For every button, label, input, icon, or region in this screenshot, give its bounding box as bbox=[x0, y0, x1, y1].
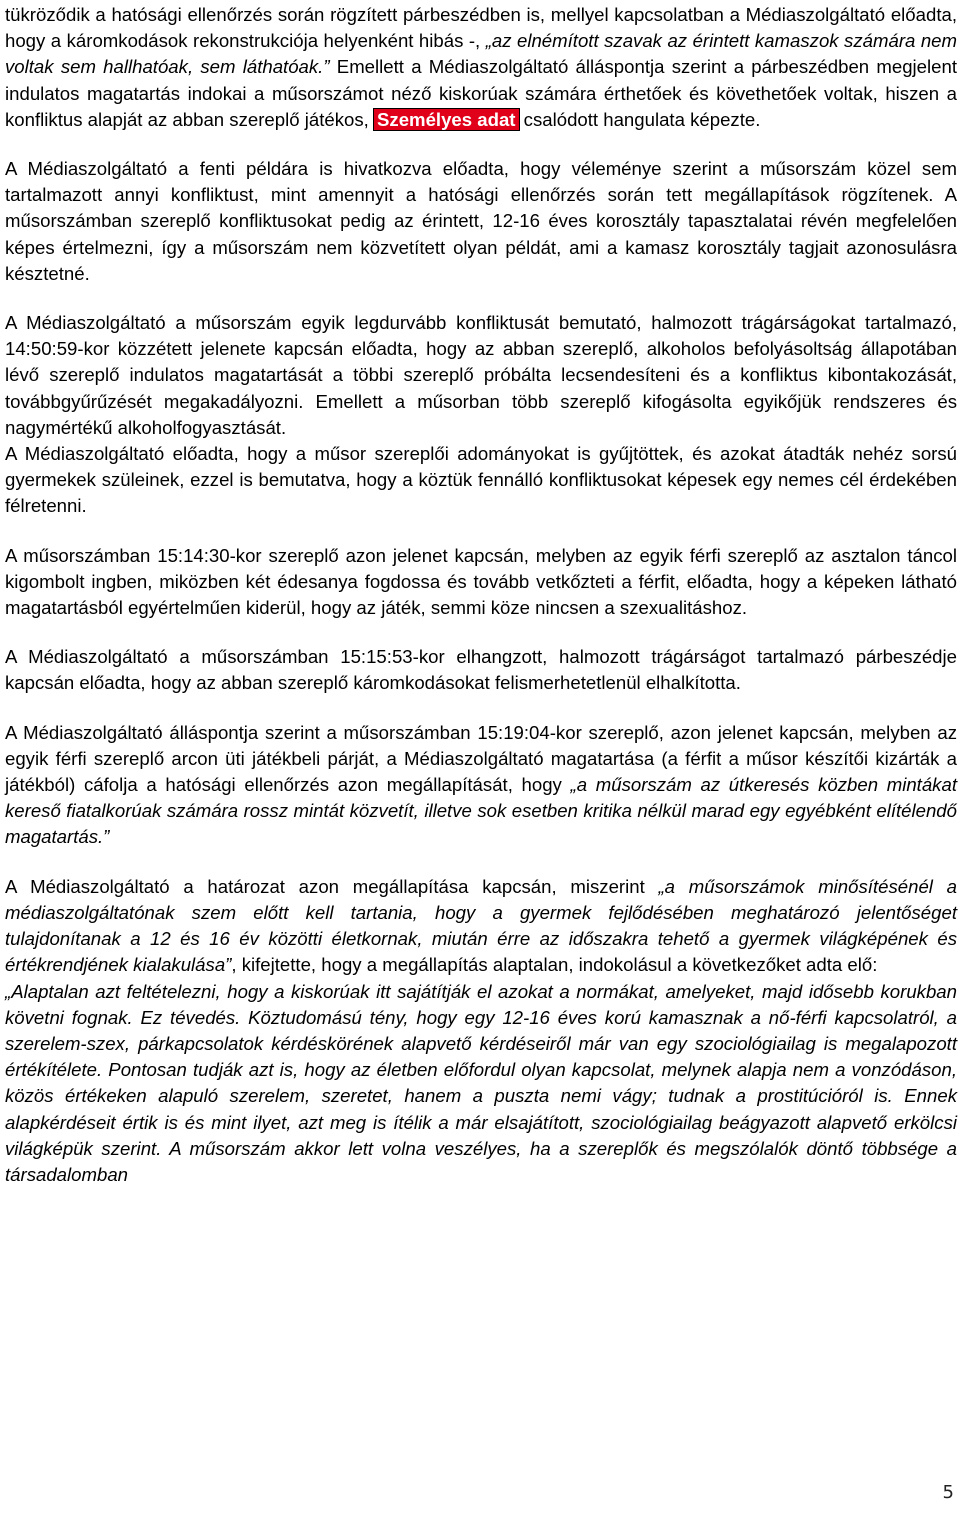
italic-quote: „Alaptalan azt feltételezni, hogy a kiskorúak itt sajátítják el azokat a normákat, amelyeket, majd idősebb korukban követni fognak. Ez tévedés. bbox=[5, 980, 957, 1028]
text-run: A Médiaszolgáltató a műsorszám egyik legdurvább konfliktusát bemutató, halmozott trágárságokat tartalmazó, 14:50:59-kor közzétett jelenete kapcsán előadta, hogy az abban szereplő, alkoholos befolyásoltság állapotában lévő szereplő indulatos magatartását a többi szereplő próbálta lecsendesíteni és a konfliktus kibontakozását, továbbgyűrűzését megakadályozni. Emellett a műsorban több szereplő kifogásolta egyikőjük rendszeres és nagymértékű alkoholfogyasztását. bbox=[5, 312, 957, 438]
text-run: tükröződik a hatósági ellenőrzés során rögzített párbeszédben is, mellyel kapcsolatban a Médiaszolgáltató előadta, hogy a káromkodások rekonstrukciója helyenként hibás -, bbox=[5, 4, 957, 52]
italic-quote: Köztudomású tény, hogy egy 12-16 éves korú kamasznak a nő-férfi kapcsolatról, a szerelem-szex, párkapcsolatok kérdéskörének alapvető kérdéseiről már van egy szociológiailag is megalapozott értékítélete. Pontosan tudják azt is, hogy az életben előfordul olyan kapcsolat, melynek alapja nem a vonzódáson, közös értékeken alapuló szerelem, szeretet, hanem a puszta nemi vágy; tudnak a prostitúcióról is. Ennek alapkérdéseit értik is és mint ilyet, azt meg is ítélik a már elsajátított, szociológiailag beágyazott alapvető erkölcsi világképük szerint. A műsorszám akkor lett volna veszélyes, ha a szereplők és megszólalók döntő többsége a társadalomban bbox=[5, 1006, 957, 1185]
text-run: Emellett a Médiaszolgáltató álláspontja szerint a párbeszédben megjelent indulatos magatartás indokai a műsorszámot néző kiskorúak számára érthetőek és követhetőek voltak, hiszen a konfliktus alapját az abban szereplő játékos, bbox=[5, 56, 957, 130]
paragraph-5 bbox=[5, 543, 957, 622]
text-run: A Médiaszolgáltató a műsorszámban 15:15:53-kor elhangzott, halmozott trágárságot tartalmazó párbeszédje kapcsán előadta, hogy az abban szereplő káromkodásokat felismerhetetlenül elhalkította. bbox=[5, 646, 957, 694]
text-run: A műsorszámban 15:14:30-kor szereplő azon jelenet kapcsán, melyben az egyik férfi szereplő az asztalon táncol kigombolt ingben, miközben két édesanya fogdossa és tovább vetkőzteti a férfit, előadta, hogy a képeken látható magatartásból egyértelműen kiderül, hogy az játék, semmi köze nincsen a szexualitáshoz. bbox=[5, 544, 957, 619]
text-run: A Médiaszolgáltató a határozat azon megállapítása kapcsán, miszerint bbox=[5, 875, 659, 897]
paragraph-1 bbox=[5, 2, 957, 133]
paragraph-2 bbox=[5, 156, 957, 287]
paragraph-9 bbox=[5, 979, 957, 1189]
italic-quote: „az elnémított szavak az érintett kamaszok számára nem voltak sem hallhatóak, sem láthatóak.” bbox=[5, 30, 958, 78]
italic-quote: „a műsorszámok minősítésénél a médiaszolgáltatónak szem előtt kell tartania, hogy a gyermek fejlődésében meghatározó jelentőséget tulajdonítanak a 12 és 16 év közötti életkornak, miután érre az időszakra tehető a gyermek világképének és értékrendjének kialakulása” bbox=[5, 875, 957, 976]
paragraph-7 bbox=[5, 720, 957, 851]
text-run: A Médiaszolgáltató a fenti példára is hivatkozva előadta, hogy véleménye szerint a műsorszám közel sem tartalmazott annyi konfliktust, mint amennyit a hatósági ellenőrzés során tett megállapítások rögzítenek. A műsorszámban szereplő konfliktusokat pedig az érintett, 12-16 éves korosztály tapasztalatai révén megfelelően képes értelmezni, így a műsorszám nem közvetített olyan példát, ami a kamasz korosztály tagjait azonosulásra késztetné. bbox=[5, 158, 957, 284]
text-run: csalódott hangulata képezte. bbox=[518, 108, 761, 130]
paragraph-6 bbox=[5, 644, 957, 696]
text-run: A Médiaszolgáltató előadta, hogy a műsor szereplői adományokat is gyűjtöttek, és azokat átadták nehéz sorsú gyermekek szüleinek, ezzel is bemutatva, hogy a köztük fennálló konfliktusokat képesek egy nemes cél érdekében félretenni. bbox=[5, 443, 957, 517]
page-number: 5 bbox=[942, 1482, 954, 1503]
paragraph-8 bbox=[5, 874, 957, 979]
paragraph-4 bbox=[5, 441, 957, 520]
redaction-label: Személyes adat bbox=[374, 109, 519, 130]
text-run: , kifejtette, hogy a megállapítás alaptalan, indokolásul a következőket adta elő: bbox=[231, 954, 878, 976]
italic-quote: „a műsorszám az útkeresés közben mintákat kereső fiatalkorúak számára rossz mintát közvetít, illetve sok esetben kritika nélkül marad egy egyébként elítélendő magatartás.” bbox=[5, 774, 957, 848]
document-body bbox=[5, 2, 957, 1188]
paragraph-3 bbox=[5, 310, 957, 441]
text-run: A Médiaszolgáltató álláspontja szerint a műsorszámban 15:19:04-kor szereplő, azon jelenet kapcsán, melyben az egyik férfi szereplő arcon üti játékbeli párját, a Médiaszolgáltató magatartása (a férfit a műsor készítői kizárták a játékból) cáfolja a hatósági ellenőrzés azon megállapítását, hogy bbox=[5, 721, 957, 796]
